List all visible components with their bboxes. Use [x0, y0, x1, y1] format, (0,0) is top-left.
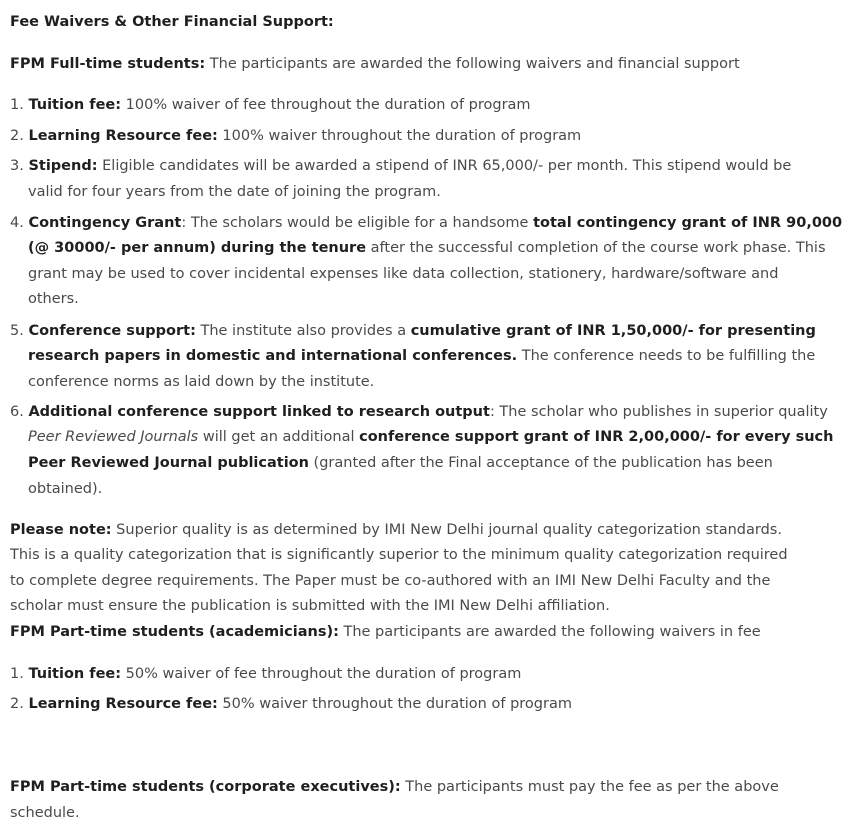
item-label: Tuition fee:	[28, 666, 122, 682]
item-label: Tuition fee:	[28, 97, 122, 113]
item-emphasis: research papers in domestic and international conferences.	[28, 348, 518, 364]
list-item	[10, 213, 842, 233]
item-text: 50% waiver of fee throughout the duration of program	[121, 666, 522, 682]
item-emphasis: Peer Reviewed Journal publication	[28, 455, 309, 471]
item-label: Conference support:	[28, 323, 196, 339]
item-text: will get an additional	[198, 429, 360, 445]
list-item	[10, 402, 828, 422]
item-label: Additional conference support linked to research output	[28, 404, 490, 420]
item-emphasis: cumulative grant of INR 1,50,000/- for presenting	[410, 323, 816, 339]
corporate-intro	[10, 777, 779, 797]
item-text: Eligible candidates will be awarded a stipend of INR 65,000/- per month. This stipend would be	[97, 158, 792, 174]
item-continuation	[28, 346, 815, 366]
item-emphasis: conference support grant of INR 2,00,000/- for every such	[359, 429, 834, 445]
item-number: 3.	[10, 158, 24, 174]
item-label: Stipend:	[28, 158, 98, 174]
corporate-text: The participants must pay the fee as per the above	[400, 779, 779, 795]
academicians-text: The participants are awarded the following waivers in fee	[338, 624, 761, 640]
item-continuation: valid for four years from the date of joining the program.	[28, 184, 441, 200]
note-line: scholar must ensure the publication is submitted with the IMI New Delhi affiliation.	[10, 598, 610, 614]
note-line: to complete degree requirements. The Paper must be co-authored with an IMI New Delhi Faculty and the	[10, 573, 771, 589]
item-number: 1.	[10, 97, 24, 113]
item-emphasis: (@ 30000/- per annum) during the tenure	[28, 240, 367, 256]
list-item	[10, 321, 816, 341]
item-continuation	[28, 238, 826, 258]
item-number: 2.	[10, 696, 24, 712]
item-continuation	[28, 427, 833, 447]
list-item	[10, 126, 581, 146]
list-item	[10, 694, 572, 714]
list-item	[10, 664, 521, 684]
item-text: 100% waiver of fee throughout the duration of program	[121, 97, 531, 113]
note-paragraph	[10, 520, 782, 540]
item-text: 100% waiver throughout the duration of program	[217, 128, 582, 144]
note-label: Please note:	[10, 522, 112, 538]
list-item	[10, 95, 531, 115]
item-label: Contingency Grant	[28, 215, 182, 231]
corporate-continuation: schedule.	[10, 805, 80, 821]
item-text: 50% waiver throughout the duration of program	[217, 696, 572, 712]
note-text: Superior quality is as determined by IMI New Delhi journal quality categorization standards.	[111, 522, 782, 538]
item-text: : The scholars would be eligible for a handsome	[181, 215, 534, 231]
note-line: This is a quality categorization that is significantly superior to the minimum quality categorization required	[10, 547, 788, 563]
item-number: 2.	[10, 128, 24, 144]
item-text: (granted after the Final acceptance of the publication has been	[308, 455, 773, 471]
item-emphasis: total contingency grant of INR 90,000	[533, 215, 843, 231]
item-continuation: conference norms as laid down by the institute.	[28, 374, 375, 390]
page-title: Fee Waivers & Other Financial Support:	[10, 14, 334, 30]
fulltime-text: The participants are awarded the following waivers and financial support	[205, 56, 740, 72]
academicians-intro	[10, 622, 761, 642]
fulltime-intro	[10, 54, 740, 74]
item-continuation	[28, 453, 773, 473]
item-number: 6.	[10, 404, 24, 420]
item-continuation: others.	[28, 291, 79, 307]
item-continuation: obtained).	[28, 481, 103, 497]
item-number: 1.	[10, 666, 24, 682]
item-italic: Peer Reviewed Journals	[28, 429, 199, 445]
fulltime-label: FPM Full-time students:	[10, 56, 206, 72]
item-text: The conference needs to be fulfilling the	[517, 348, 816, 364]
item-text: The institute also provides a	[195, 323, 411, 339]
item-text: : The scholar who publishes in superior quality	[489, 404, 828, 420]
item-text: after the successful completion of the course work phase. This	[366, 240, 826, 256]
item-label: Learning Resource fee:	[28, 696, 218, 712]
list-item	[10, 156, 791, 176]
item-number: 5.	[10, 323, 24, 339]
academicians-label: FPM Part-time students (academicians):	[10, 624, 339, 640]
item-continuation: grant may be used to cover incidental expenses like data collection, stationery, hardware/software and	[28, 266, 779, 282]
item-number: 4.	[10, 215, 24, 231]
item-label: Learning Resource fee:	[28, 128, 218, 144]
corporate-label: FPM Part-time students (corporate executives):	[10, 779, 401, 795]
